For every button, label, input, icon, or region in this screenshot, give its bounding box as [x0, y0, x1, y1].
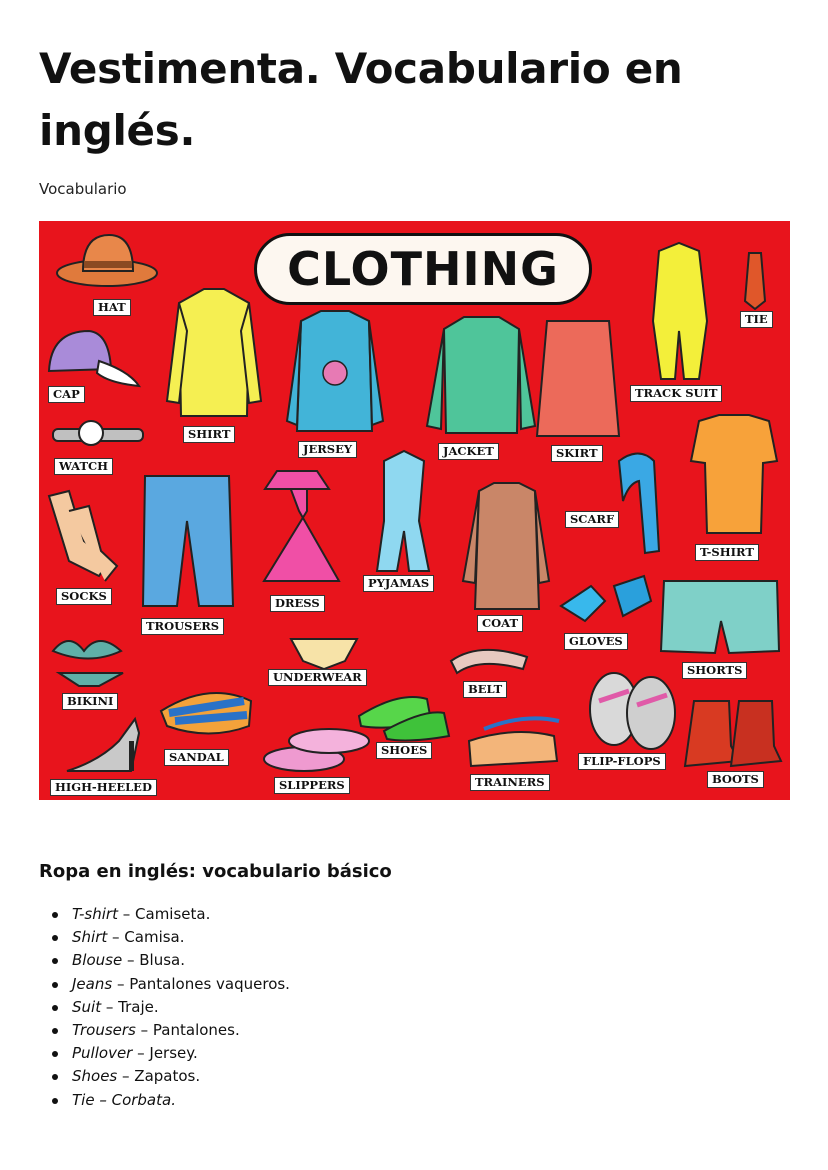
- socks-icon: [49, 491, 117, 581]
- label-trousers: TROUSERS: [141, 618, 224, 635]
- separator: –: [132, 1044, 150, 1063]
- separator: –: [122, 951, 140, 970]
- label-belt: BELT: [463, 681, 507, 698]
- jersey-icon: [287, 311, 383, 431]
- list-item: [39, 1065, 290, 1088]
- section-heading: Ropa en inglés: vocabulario básico: [39, 861, 392, 882]
- english-term: Pullover: [72, 1044, 133, 1063]
- belt-icon: [451, 650, 527, 673]
- english-term: T-shirt: [72, 905, 118, 923]
- category-link[interactable]: Vocabulario: [39, 180, 127, 198]
- list-item: [39, 903, 290, 926]
- label-shoes: SHOES: [376, 742, 432, 759]
- spanish-term: Camiseta.: [135, 905, 211, 923]
- clothing-illustrations: [39, 221, 790, 800]
- label-bikini: BIKINI: [62, 693, 118, 710]
- label-track-suit: TRACK SUIT: [630, 385, 722, 402]
- spanish-term: Camisa.: [124, 928, 185, 947]
- gloves-icon: [561, 576, 651, 621]
- poster-title: CLOTHING: [254, 233, 592, 305]
- label-cap: CAP: [48, 386, 85, 403]
- spanish-term: Blusa.: [139, 951, 185, 970]
- label-jacket: JACKET: [438, 443, 499, 460]
- label-tie: TIE: [740, 311, 773, 328]
- label-pyjamas: PYJAMAS: [363, 575, 434, 592]
- dress-icon: [264, 471, 339, 581]
- label-gloves: GLOVES: [564, 633, 628, 650]
- shorts-icon: [661, 581, 779, 653]
- sandal-icon: [161, 693, 251, 734]
- shoes-icon: [359, 697, 449, 740]
- slippers-icon: [264, 729, 369, 771]
- watch-icon: [53, 421, 143, 445]
- separator: –: [135, 1021, 153, 1040]
- t-shirt-icon: [691, 415, 777, 533]
- page-title: Vestimenta. Vocabulario en inglés.: [39, 44, 683, 155]
- label-underwear: UNDERWEAR: [268, 669, 367, 686]
- english-term: Tie – Corbata.: [72, 1090, 176, 1109]
- english-term: Trousers: [72, 1021, 136, 1040]
- underwear-icon: [291, 639, 357, 669]
- label-socks: SOCKS: [56, 588, 112, 605]
- list-item: [39, 949, 290, 972]
- list-item: [39, 996, 290, 1019]
- label-shirt: SHIRT: [183, 426, 235, 443]
- hat-icon: [57, 235, 157, 286]
- list-item: [39, 1089, 290, 1112]
- english-term: Shoes: [72, 1067, 118, 1086]
- list-item: [39, 1042, 290, 1065]
- bikini-icon: [53, 641, 123, 686]
- boots-icon: [685, 701, 781, 766]
- label-coat: COAT: [477, 615, 523, 632]
- separator: –: [101, 997, 119, 1016]
- label-trainers: TRAINERS: [470, 774, 550, 791]
- list-item: [39, 1019, 290, 1042]
- label-hat: HAT: [93, 299, 131, 316]
- list-item: [39, 973, 290, 996]
- label-scarf: SCARF: [565, 511, 619, 528]
- english-term: Suit: [72, 997, 102, 1016]
- flip-flops-icon: [590, 673, 675, 749]
- separator: –: [117, 905, 136, 923]
- label-sandal: SANDAL: [164, 749, 229, 766]
- label-shorts: SHORTS: [682, 662, 747, 679]
- english-term: Jeans: [72, 974, 113, 993]
- high-heeled-icon: [67, 719, 139, 771]
- coat-icon: [463, 483, 549, 609]
- vocabulary-list: [39, 903, 290, 1112]
- separator: –: [112, 974, 130, 993]
- label-boots: BOOTS: [707, 771, 764, 788]
- jacket-icon: [427, 317, 535, 433]
- label-dress: DRESS: [270, 595, 325, 612]
- skirt-icon: [537, 321, 619, 436]
- pyjamas-icon: [377, 451, 429, 571]
- label-t-shirt: T-SHIRT: [695, 544, 759, 561]
- track-suit-icon: [653, 243, 707, 379]
- english-term: Blouse: [72, 951, 123, 970]
- label-flip-flops: FLIP-FLOPS: [578, 753, 666, 770]
- clothing-poster: [39, 221, 790, 800]
- label-slippers: SLIPPERS: [274, 777, 350, 794]
- spanish-term: Traje.: [118, 997, 159, 1016]
- shirt-icon: [167, 289, 261, 416]
- label-high-heeled: HIGH-HEELED: [50, 779, 157, 796]
- trousers-icon: [143, 476, 233, 606]
- label-jersey: JERSEY: [298, 441, 357, 458]
- separator: –: [107, 928, 125, 947]
- spanish-term: Pantalones.: [152, 1021, 240, 1040]
- separator: –: [117, 1067, 135, 1086]
- list-item: [39, 926, 290, 949]
- trainers-icon: [469, 718, 559, 766]
- cap-icon: [49, 331, 139, 386]
- tie-icon: [745, 253, 765, 309]
- spanish-term: Jersey.: [149, 1044, 198, 1063]
- label-watch: WATCH: [54, 458, 113, 475]
- spanish-term: Zapatos.: [134, 1067, 201, 1086]
- english-term: Shirt: [72, 928, 108, 947]
- spanish-term: Pantalones vaqueros.: [129, 974, 290, 993]
- scarf-icon: [619, 454, 659, 554]
- label-skirt: SKIRT: [551, 445, 603, 462]
